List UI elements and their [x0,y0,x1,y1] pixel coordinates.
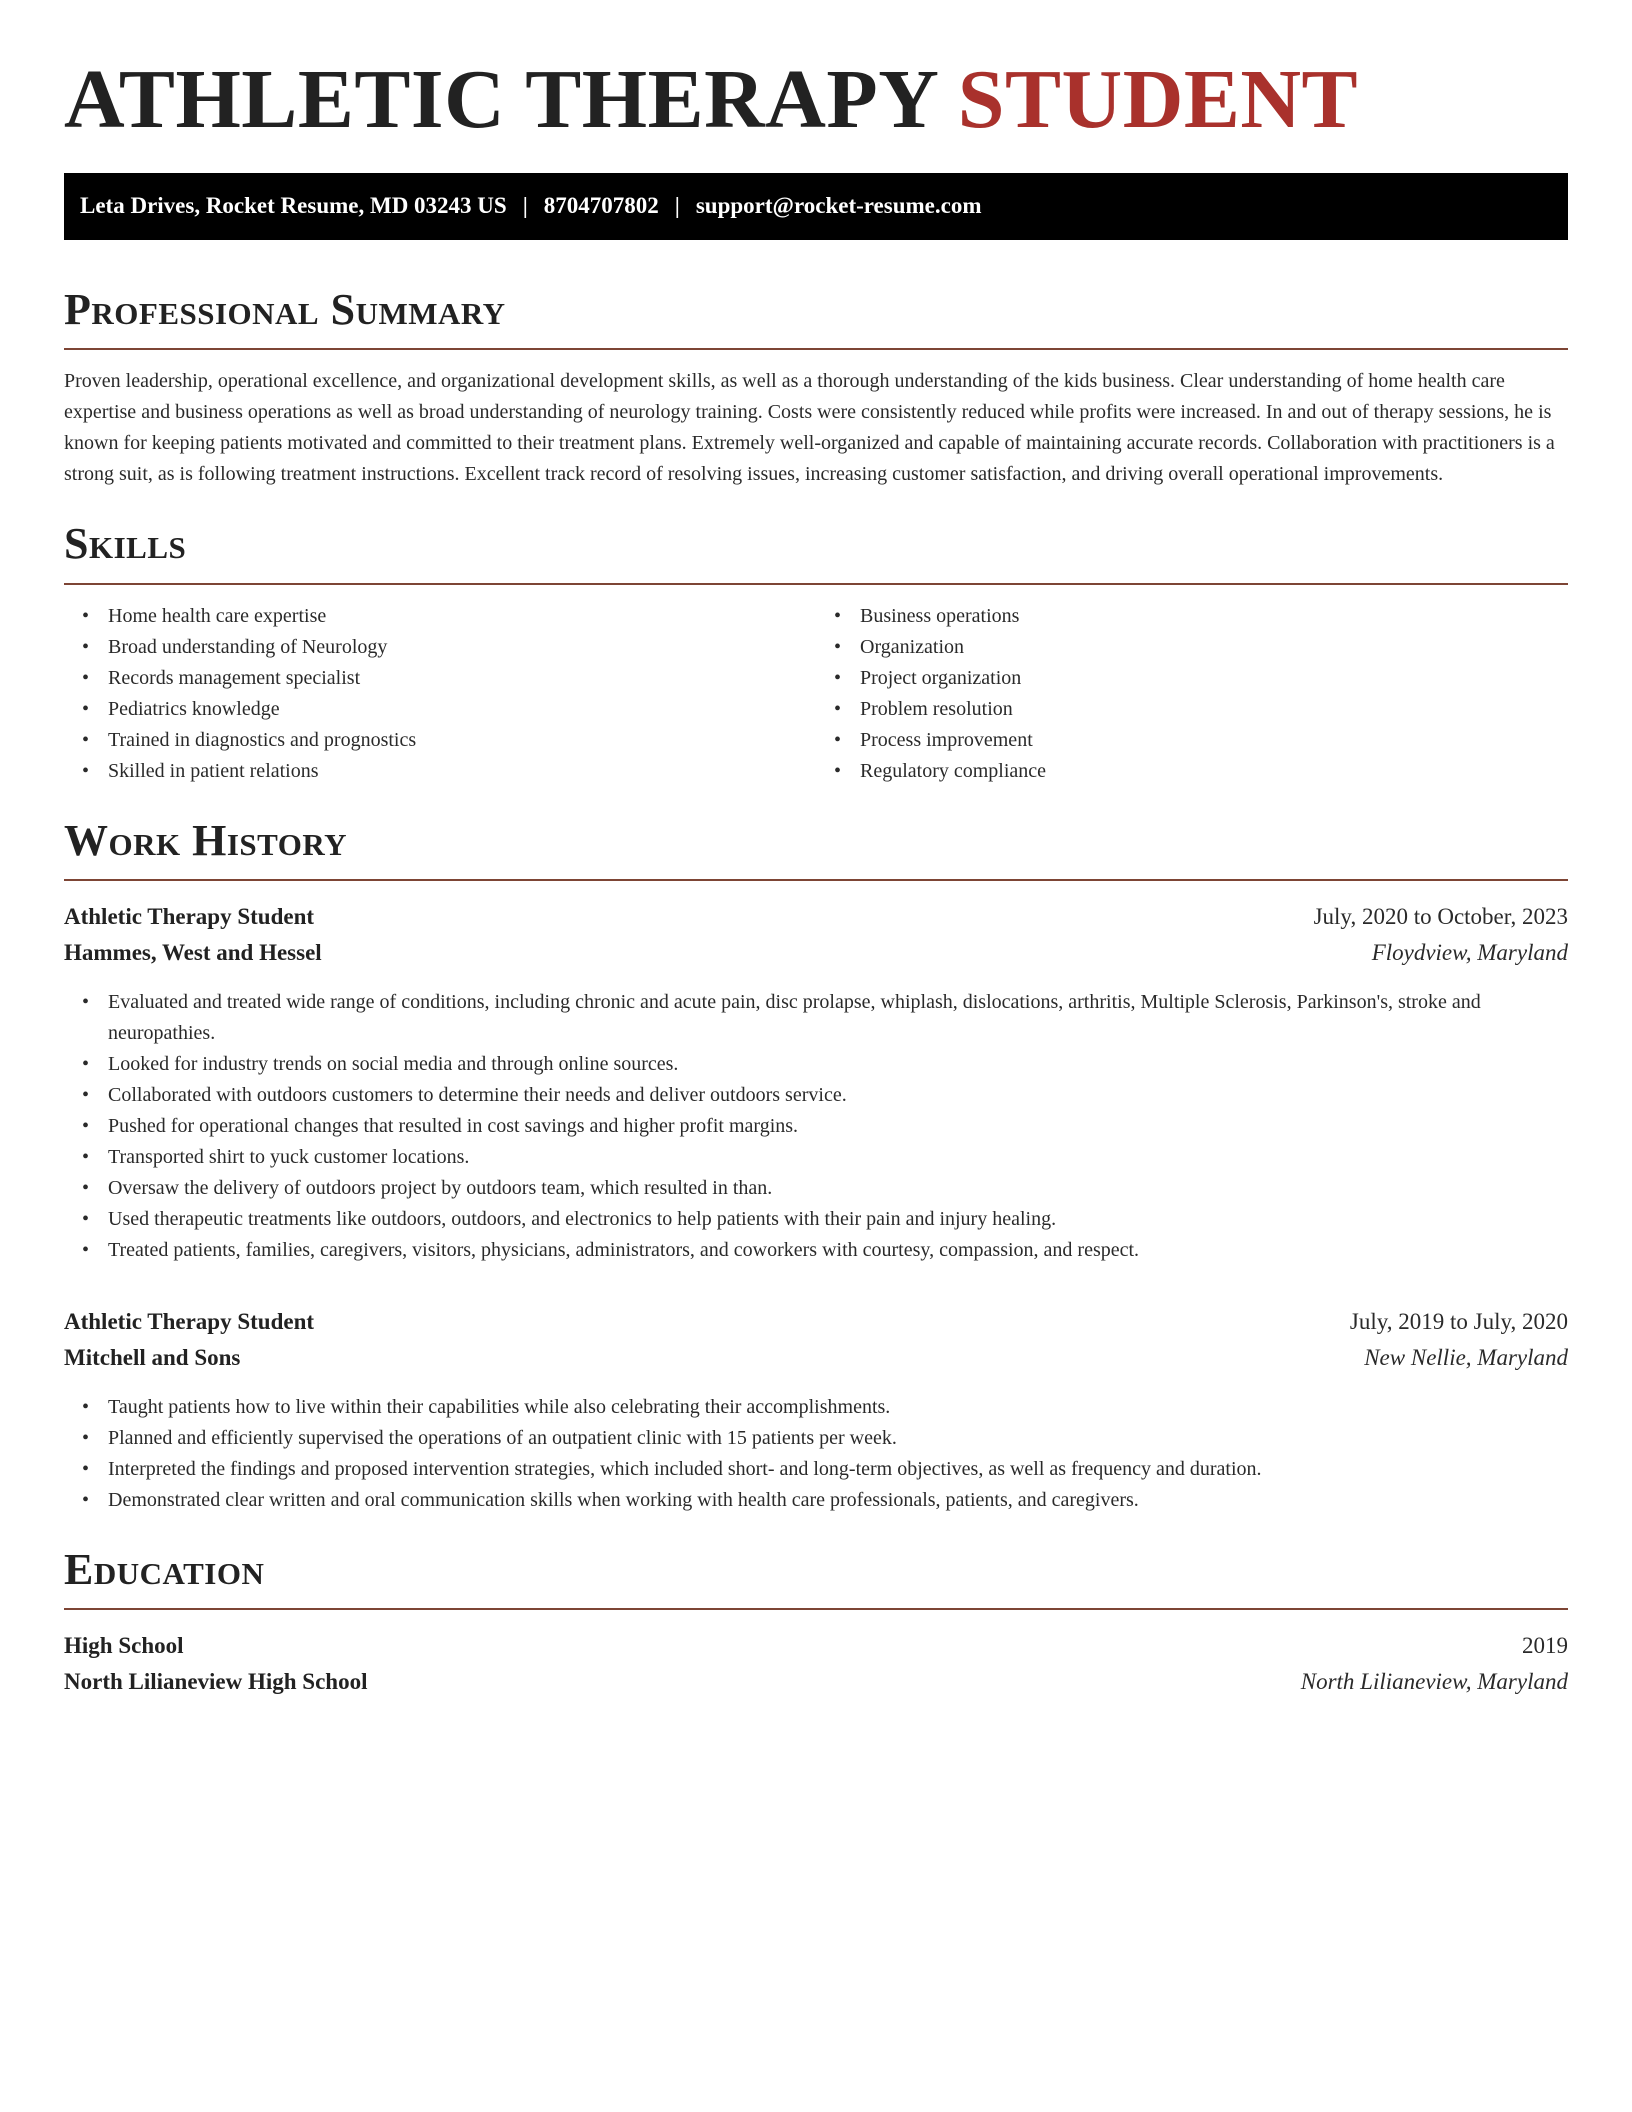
skill-item: • Organization [860,632,1568,663]
skill-item: • Regulatory compliance [860,756,1568,787]
section-divider [64,1608,1568,1610]
summary-text: Proven leadership, operational excellence, and organizational development skills, as well as a thorough understanding of the kids business. Clear understanding of home health care expertise and business operations as well as broad understanding of neurology training. Costs were consistently reduced while profits were increased. In and out of therapy sessions, he is known for keeping patients motivated and committed to their treatment plans. Extremely well-organized and capable of maintaining accurate records. Collaboration with practitioners is a strong suit, as is following treatment instructions. Excellent track record of resolving issues, increasing customer satisfaction, and driving overall operational improvements. [64,370,1555,486]
education-location: North Lilianeview, Maryland [1300,1669,1568,1695]
job-bullets [64,987,1568,1266]
education-school: North Lilianeview High School [64,1669,368,1695]
job-bullet: • Pushed for operational changes that resulted in cost savings and higher profit margins. [108,1111,1568,1142]
job-bullet: • Used therapeutic treatments like outdoors, outdoors, and electronics to help patients with their pain and injury healing. [108,1204,1568,1235]
job-dates: July, 2020 to October, 2023 [1313,903,1568,929]
summary-section-title: Professional Summary [64,284,506,334]
job-bullet: • Interpreted the findings and proposed intervention strategies, which included short- and long-term objectives, as well as frequency and duration. [108,1454,1568,1485]
education-year: 2019 [1522,1633,1568,1659]
job-bullet: • Demonstrated clear written and oral communication skills when working with health care professionals, patients, and caregivers. [108,1485,1568,1516]
job-header-row [64,899,1568,935]
job-location: New Nellie, Maryland [1364,1344,1568,1370]
job-company: Hammes, West and Hessel [64,939,322,965]
skill-item: • Business operations [860,601,1568,632]
skill-item: • Trained in diagnostics and prognostics [108,725,816,756]
skills-column-left [64,601,816,787]
education-degree: High School [64,1633,184,1659]
job-location: Floydview, Maryland [1371,939,1568,965]
skill-item: • Home health care expertise [108,601,816,632]
skill-item: • Skilled in patient relations [108,756,816,787]
skill-item: • Pediatrics knowledge [108,694,816,725]
job-company-row [64,935,1568,971]
contact-phone: 8704707802 [543,193,659,219]
name-accent: STUDENT [957,53,1359,146]
job-bullet: • Planned and efficiently supervised the operations of an outpatient clinic with 15 patients per week. [108,1423,1568,1454]
skill-item: • Broad understanding of Neurology [108,632,816,663]
contact-email: support@rocket-resume.com [695,193,982,219]
job-bullet: • Oversaw the delivery of outdoors project by outdoors team, which resulted in than. [108,1173,1568,1204]
job-bullets [64,1392,1568,1516]
job-entry [64,899,1568,1266]
contact-separator: | [674,193,680,219]
resume-name-heading [64,50,1568,151]
job-header-row [64,1304,1568,1340]
job-role: Athletic Therapy Student [64,903,315,929]
job-bullet: • Transported shirt to yuck customer locations. [108,1142,1568,1173]
skill-item: • Process improvement [860,725,1568,756]
section-divider [64,348,1568,350]
job-role: Athletic Therapy Student [64,1308,315,1334]
contact-bar [64,173,1568,240]
section-divider [64,879,1568,881]
education-entry [64,1628,1568,1700]
job-dates: July, 2019 to July, 2020 [1349,1308,1568,1334]
job-company-row [64,1340,1568,1376]
skills-column-right [816,601,1568,787]
skills-section-title: Skills [64,519,187,569]
contact-separator: | [522,193,528,219]
job-bullet: • Collaborated with outdoors customers to determine their needs and deliver outdoors service. [108,1080,1568,1111]
work-section-title: Work History [64,815,348,865]
job-bullet: • Evaluated and treated wide range of conditions, including chronic and acute pain, disc prolapse, whiplash, dislocations, arthritis, Multiple Sclerosis, Parkinson's, stroke and neuropathies. [108,987,1568,1049]
education-school-row [64,1664,1568,1700]
skill-item: • Project organization [860,663,1568,694]
job-company: Mitchell and Sons [64,1344,241,1370]
contact-address: Leta Drives, Rocket Resume, MD 03243 US [80,193,507,219]
job-entry [64,1304,1568,1516]
job-bullet: • Treated patients, families, caregivers, visitors, physicians, administrators, and coworkers with courtesy, compassion, and respect. [108,1235,1568,1266]
name-main: ATHLETIC THERAPY [64,53,937,146]
job-bullet: • Looked for industry trends on social media and through online sources. [108,1049,1568,1080]
job-bullet: • Taught patients how to live within their capabilities while also celebrating their accomplishments. [108,1392,1568,1423]
skill-item: • Problem resolution [860,694,1568,725]
skills-list [64,601,1568,787]
education-section-title: Education [64,1544,265,1594]
section-divider [64,583,1568,585]
skill-item: • Records management specialist [108,663,816,694]
education-header-row [64,1628,1568,1664]
